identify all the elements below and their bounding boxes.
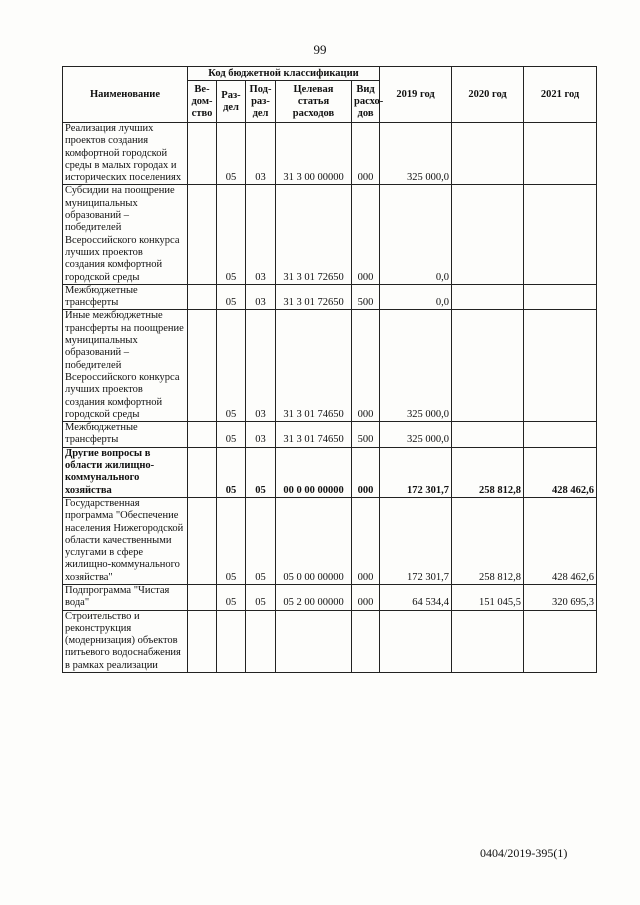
table-row	[63, 422, 597, 448]
cell-y2020	[452, 422, 524, 448]
table-row	[63, 310, 597, 422]
cell-section	[217, 610, 246, 672]
cell-y2021: 428 462,6	[524, 497, 597, 584]
header-subsection: Под-раз-дел	[246, 81, 276, 123]
cell-y2019: 0,0	[380, 284, 452, 310]
document-code: 0404/2019-395(1)	[480, 846, 568, 860]
cell-exp-type: 000	[352, 123, 380, 185]
table-row	[63, 185, 597, 284]
cell-exp-type: 000	[352, 310, 380, 422]
cell-y2020	[452, 284, 524, 310]
cell-section: 05	[217, 310, 246, 422]
cell-dept	[188, 447, 217, 497]
cell-y2020	[452, 185, 524, 284]
cell-section: 05	[217, 422, 246, 448]
table-body	[63, 123, 597, 673]
table-row	[63, 447, 597, 497]
cell-subsection	[246, 610, 276, 672]
cell-subsection: 03	[246, 284, 276, 310]
header-2020: 2020 год	[452, 67, 524, 123]
header-2021: 2021 год	[524, 67, 597, 123]
table-row	[63, 284, 597, 310]
cell-name: Иные межбюджетные трансферты на поощрение муниципальных образований – победителей Всероссийского конкурса лучших проектов создания комфортной городской среды	[63, 310, 188, 422]
cell-section: 05	[217, 185, 246, 284]
cell-target: 31 3 01 74650	[276, 310, 352, 422]
cell-section: 05	[217, 123, 246, 185]
header-exp-type: Вид расхо-дов	[352, 81, 380, 123]
cell-y2020: 151 045,5	[452, 584, 524, 610]
cell-target: 05 0 00 00000	[276, 497, 352, 584]
cell-section: 05	[217, 447, 246, 497]
cell-y2021: 428 462,6	[524, 447, 597, 497]
cell-y2021	[524, 123, 597, 185]
cell-name: Государственная программа "Обеспечение населения Нижегородской области качественными услугами в сфере жилищно-коммунального хозяйства"	[63, 497, 188, 584]
cell-y2020	[452, 123, 524, 185]
header-dept: Ве-дом-ство	[188, 81, 217, 123]
cell-y2019: 325 000,0	[380, 123, 452, 185]
cell-y2020	[452, 610, 524, 672]
table-row	[63, 123, 597, 185]
cell-name: Межбюджетные трансферты	[63, 284, 188, 310]
cell-name: Подпрограмма "Чистая вода"	[63, 584, 188, 610]
table-row	[63, 610, 597, 672]
cell-target: 31 3 01 74650	[276, 422, 352, 448]
cell-target: 31 3 00 00000	[276, 123, 352, 185]
cell-y2019: 172 301,7	[380, 447, 452, 497]
cell-dept	[188, 610, 217, 672]
cell-y2021	[524, 610, 597, 672]
cell-section: 05	[217, 497, 246, 584]
cell-y2019: 325 000,0	[380, 310, 452, 422]
cell-dept	[188, 185, 217, 284]
header-section: Раз-дел	[217, 81, 246, 123]
cell-dept	[188, 584, 217, 610]
header-2019: 2019 год	[380, 67, 452, 123]
cell-target: 31 3 01 72650	[276, 185, 352, 284]
cell-subsection: 03	[246, 123, 276, 185]
cell-y2021	[524, 185, 597, 284]
cell-y2021: 320 695,3	[524, 584, 597, 610]
cell-dept	[188, 310, 217, 422]
cell-y2019	[380, 610, 452, 672]
cell-dept	[188, 284, 217, 310]
cell-subsection: 03	[246, 422, 276, 448]
cell-y2020: 258 812,8	[452, 497, 524, 584]
cell-exp-type: 000	[352, 497, 380, 584]
cell-y2021	[524, 422, 597, 448]
cell-name: Субсидии на поощрение муниципальных образований – победителей Всероссийского конкурса лучших проектов создания комфортной городской среды	[63, 185, 188, 284]
page-number: 99	[313, 42, 327, 57]
cell-subsection: 05	[246, 584, 276, 610]
cell-dept	[188, 123, 217, 185]
cell-target	[276, 610, 352, 672]
cell-dept	[188, 497, 217, 584]
cell-dept	[188, 422, 217, 448]
cell-exp-type	[352, 610, 380, 672]
cell-name: Межбюджетные трансферты	[63, 422, 188, 448]
cell-y2021	[524, 310, 597, 422]
cell-section: 05	[217, 284, 246, 310]
cell-name: Реализация лучших проектов создания комфортной городской среды в малых городах и исторических поселениях	[63, 123, 188, 185]
cell-target: 31 3 01 72650	[276, 284, 352, 310]
cell-exp-type: 000	[352, 584, 380, 610]
budget-table	[62, 66, 597, 673]
cell-y2019: 172 301,7	[380, 497, 452, 584]
table-row	[63, 497, 597, 584]
cell-subsection: 05	[246, 447, 276, 497]
cell-exp-type: 500	[352, 422, 380, 448]
cell-exp-type: 500	[352, 284, 380, 310]
cell-y2020: 258 812,8	[452, 447, 524, 497]
cell-subsection: 05	[246, 497, 276, 584]
cell-subsection: 03	[246, 185, 276, 284]
cell-y2020	[452, 310, 524, 422]
cell-name: Другие вопросы в области жилищно-коммунального хозяйства	[63, 447, 188, 497]
cell-name: Строительство и реконструкция (модернизация) объектов питьевого водоснабжения в рамках реализации	[63, 610, 188, 672]
cell-target: 00 0 00 00000	[276, 447, 352, 497]
header-name: Наименование	[63, 67, 188, 123]
cell-y2019: 0,0	[380, 185, 452, 284]
cell-y2021	[524, 284, 597, 310]
header-classification: Код бюджетной классификации	[188, 67, 380, 81]
cell-section: 05	[217, 584, 246, 610]
cell-exp-type: 000	[352, 447, 380, 497]
cell-y2019: 64 534,4	[380, 584, 452, 610]
cell-y2019: 325 000,0	[380, 422, 452, 448]
cell-target: 05 2 00 00000	[276, 584, 352, 610]
cell-subsection: 03	[246, 310, 276, 422]
header-target: Целевая статья расходов	[276, 81, 352, 123]
table-row	[63, 584, 597, 610]
cell-exp-type: 000	[352, 185, 380, 284]
